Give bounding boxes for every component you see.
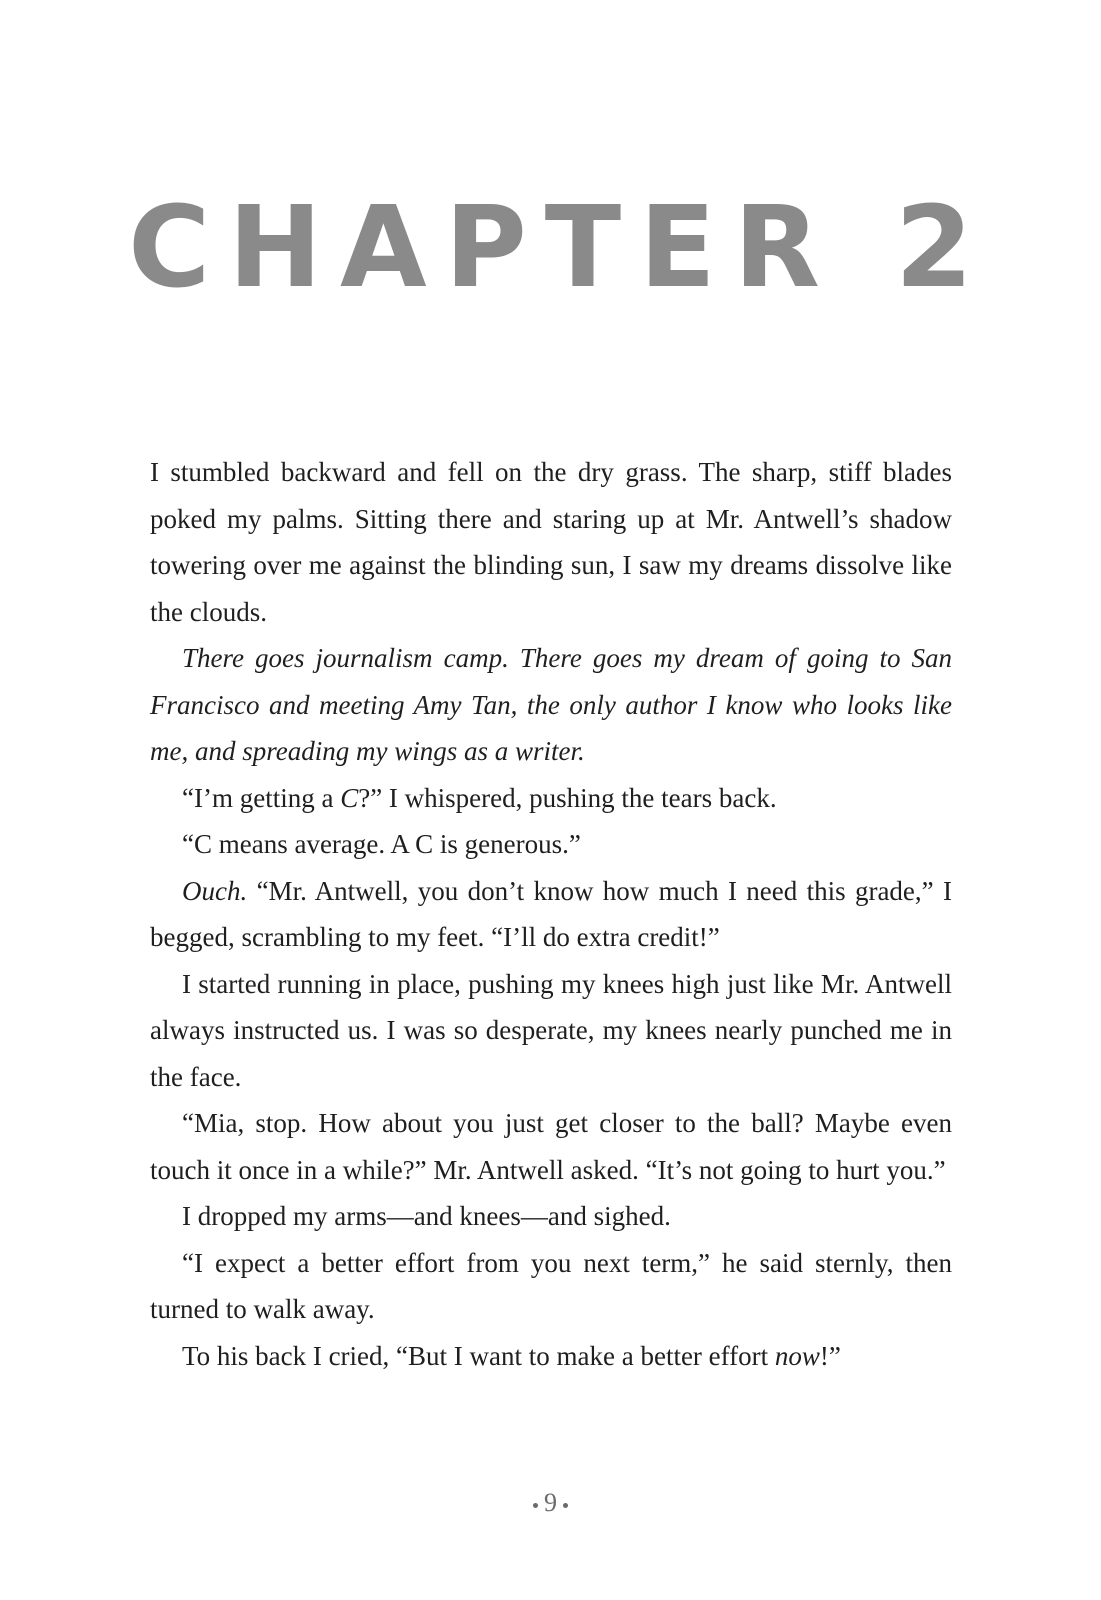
text-run: ?” I whispered, pushing the tears back. — [358, 782, 777, 813]
paragraph — [150, 868, 952, 961]
text-run: !” — [819, 1340, 841, 1371]
page-number-footer — [0, 1488, 1101, 1518]
italic-text-run: now — [774, 1340, 820, 1371]
paragraph — [150, 1193, 952, 1240]
chapter-heading: CHAPTER 2 — [128, 183, 991, 313]
paragraph — [150, 775, 952, 822]
bullet-dot-right — [563, 1503, 568, 1508]
text-run: “I expect a better effort from you next term,” he said sternly, then turned to walk away. — [150, 1247, 952, 1324]
page-number: 9 — [544, 1488, 557, 1517]
text-run: I started running in place, pushing my knees high just like Mr. Antwell always instructed us. I was so desperate, my knees nearly punched me in the face. — [150, 968, 952, 1092]
italic-text-run: There goes journalism camp. There goes my dream of going to San Francisco and meeting Amy Tan, the only author I know who looks like me, and spreading my wings as a writer. — [150, 643, 952, 766]
paragraph — [150, 961, 952, 1101]
text-run: “I’m getting a — [182, 782, 341, 813]
paragraph — [150, 449, 952, 635]
italic-text-run: C — [340, 782, 359, 813]
chapter-body-text — [150, 449, 952, 1379]
italic-text-run: Ouch. — [182, 875, 248, 906]
text-run: “C means average. A C is generous.” — [182, 829, 581, 859]
text-run: “Mia, stop. How about you just get closer to the ball? Maybe even touch it once in a while?” Mr. Antwell asked. “It’s not going to hurt you.” — [150, 1108, 952, 1185]
paragraph — [150, 1333, 952, 1380]
text-run: To his back I cried, “But I want to make a better effort — [182, 1340, 775, 1371]
paragraph — [150, 1240, 952, 1333]
text-run: “Mr. Antwell, you don’t know how much I need this grade,” I begged, scrambling to my feet. “I’ll do extra credit!” — [150, 875, 952, 952]
text-run: I dropped my arms—and knees—and sighed. — [182, 1201, 671, 1231]
paragraph — [150, 635, 952, 775]
bullet-dot-left — [533, 1503, 538, 1508]
paragraph — [150, 821, 952, 868]
text-run: I stumbled backward and fell on the dry grass. The sharp, stiff blades poked my palms. Sitting there and staring up at Mr. Antwell’s shadow towering over me against the blinding sun, I saw my dreams dissolve like the clouds. — [150, 457, 952, 627]
paragraph — [150, 1100, 952, 1193]
